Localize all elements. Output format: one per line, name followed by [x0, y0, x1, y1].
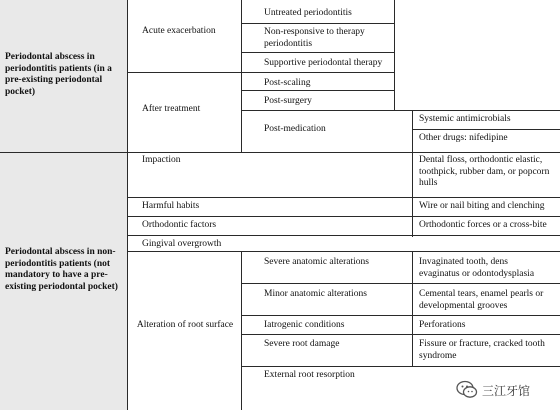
section2-title: Periodontal abscess in non-periodontitis patients (not mandatory to have a pre-existing periodontal pocket)	[5, 247, 118, 292]
alteration-root-surface-label: Alteration of root surface	[136, 320, 234, 330]
watermark	[456, 378, 556, 402]
wechat-icon	[456, 380, 478, 400]
after-treatment-label: After treatment	[142, 104, 201, 114]
harmful-habits-label: Harmful habits	[142, 201, 200, 211]
severe-root-damage: Severe root damage	[264, 339, 340, 349]
minor-anatomic-detail: Cemental tears, enamel pearls or developmental grooves	[419, 289, 544, 311]
col-divider-1	[127, 0, 128, 410]
row-line-systemic	[412, 129, 560, 130]
row-line-minor-anatomic	[241, 315, 560, 316]
gingival-overgrowth-label: Gingival overgrowth	[142, 239, 222, 249]
row-line-postscaling	[241, 90, 394, 91]
impaction-label: Impaction	[142, 155, 181, 165]
section1-title: Periodontal abscess in periodontitis patients (in a pre-existing periodontal pocket)	[5, 52, 112, 97]
row-line-severe-anatomic	[241, 283, 560, 284]
row-line-postsurgery	[241, 110, 560, 111]
row-line-impaction	[127, 197, 560, 198]
severe-anatomic-detail: Invaginated tooth, dens evaginatus or odontodysplasia	[419, 257, 535, 279]
post-scaling: Post-scaling	[264, 78, 311, 88]
row-line-habits	[127, 216, 560, 217]
supportive-periodontal-therapy: Supportive periodontal therapy	[264, 58, 383, 68]
orthodontic-detail: Orthodontic forces or a cross-bite	[419, 220, 547, 230]
acute-exacerbation-label: Acute exacerbation	[142, 26, 216, 36]
col-divider-3-mid	[412, 110, 413, 152]
row-line-ortho	[127, 235, 560, 236]
row-line-root-damage	[241, 366, 560, 367]
post-surgery: Post-surgery	[264, 96, 312, 106]
row-line-gingival	[127, 251, 560, 252]
section-divider	[0, 152, 560, 153]
col-divider-3-rows	[412, 152, 413, 237]
row-line-untreated	[241, 23, 394, 24]
external-root-resorption: External root resorption	[264, 370, 355, 380]
col-divider-3-bottom	[412, 251, 413, 367]
row-line-nonresponsive	[241, 52, 394, 53]
post-medication: Post-medication	[264, 124, 326, 134]
severe-anatomic-alterations: Severe anatomic alterations	[264, 257, 369, 267]
col-divider-2-bottom	[241, 251, 242, 410]
row-line-iatrogenic	[241, 334, 560, 335]
iatrogenic-conditions: Iatrogenic conditions	[264, 320, 345, 330]
watermark-text: 三江牙馆	[482, 383, 531, 398]
non-responsive-periodontitis: Non-responsive to therapy periodontitis	[264, 27, 365, 49]
systemic-antimicrobials: Systemic antimicrobials	[419, 114, 511, 124]
other-drugs: Other drugs: nifedipine	[419, 133, 508, 143]
harmful-habits-detail: Wire or nail biting and clenching	[419, 201, 545, 211]
col-divider-3-top	[394, 0, 395, 110]
row-line-acute-end	[127, 72, 394, 73]
orthodontic-factors-label: Orthodontic factors	[142, 220, 217, 230]
untreated-periodontitis: Untreated periodontitis	[264, 8, 352, 18]
impaction-detail: Dental floss, orthodontic elastic, toothpick, rubber dam, or popcorn hulls	[419, 155, 550, 188]
iatrogenic-detail: Perforations	[419, 320, 466, 330]
minor-anatomic-alterations: Minor anatomic alterations	[264, 289, 367, 299]
root-damage-detail: Fissure or fracture, cracked tooth syndrome	[419, 339, 545, 361]
